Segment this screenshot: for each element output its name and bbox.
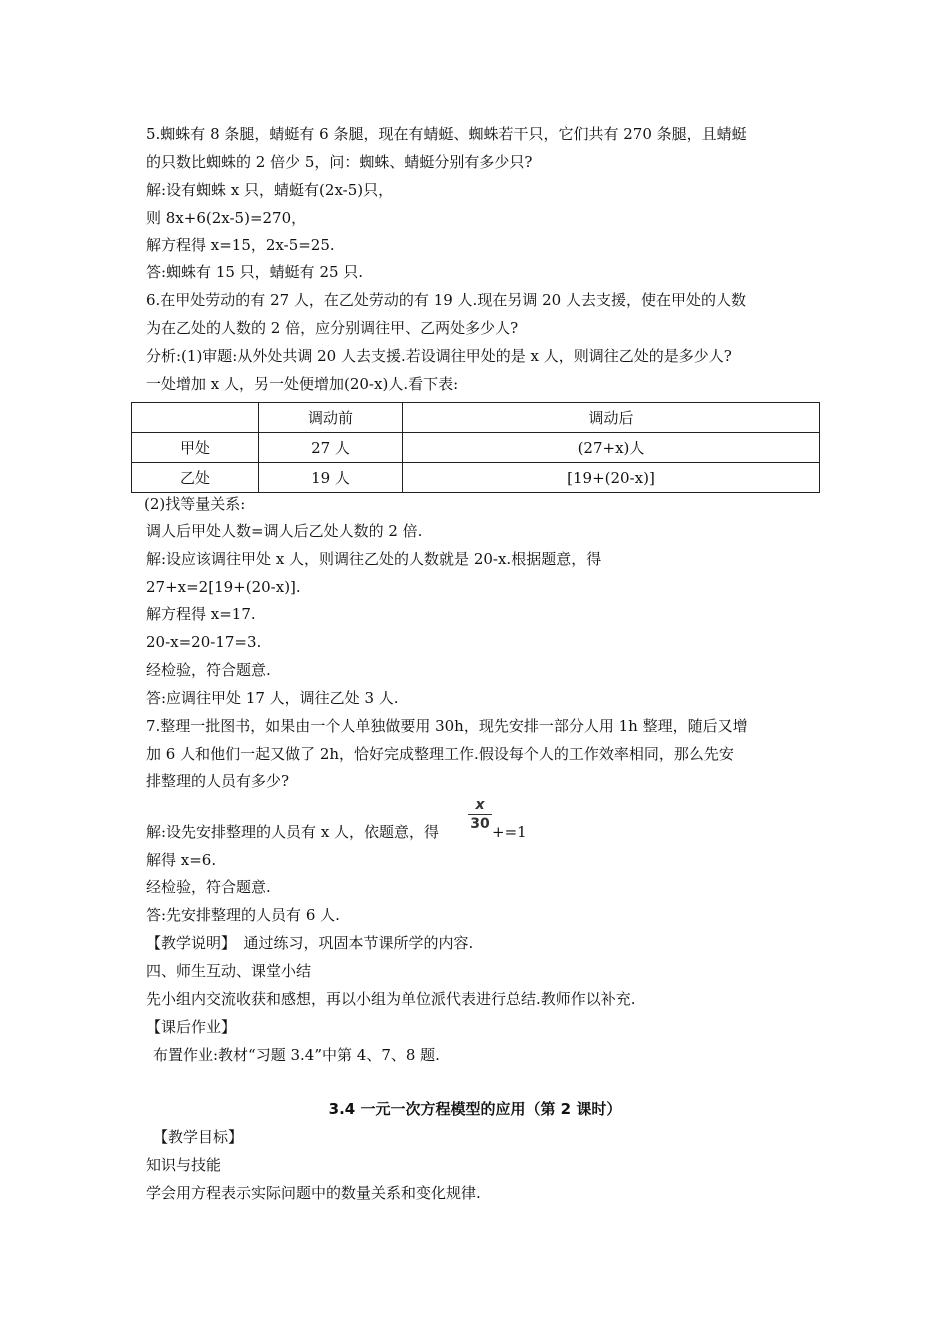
- analysis-6-step2: (2)找等量关系:: [144, 495, 246, 513]
- equality-relation: 调人后甲处人数=调人后乙处人数的 2 倍.: [146, 522, 423, 540]
- solution-7-line1: 解:设先安排整理的人员有 x 人，依题意，得: [146, 823, 440, 841]
- solution-6-line4: 20-x=20-17=3.: [146, 633, 262, 651]
- table-cell: 乙处: [132, 463, 259, 493]
- problem-7-text-line1: 7.整理一批图书，如果由一个人单独做要用 30h，现先安排一部分人用 1h 整理，随后又增: [146, 717, 748, 735]
- problem-6-text-line2: 为在乙处的人数的 2 倍，应分别调往甲、乙两处多少人?: [146, 319, 519, 337]
- table-cell: 19 人: [259, 463, 403, 493]
- solution-6-line3: 解方程得 x=17.: [146, 605, 256, 623]
- fraction-bar: [468, 814, 492, 815]
- solution-7-check: 经检验，符合题意.: [146, 878, 271, 896]
- teaching-note: 【教学说明】 通过练习，巩固本节课所学的内容.: [146, 934, 474, 952]
- problem-7-text-line2: 加 6 人和他们一起又做了 2h，恰好完成整理工作.假设每个人的工作效率相同，那么先安: [146, 745, 734, 763]
- table-row: [132, 433, 820, 463]
- table-header-cell: 调动后: [403, 403, 820, 433]
- table-row: [132, 463, 820, 493]
- lesson-title: 3.4 一元一次方程模型的应用（第 2 课时）: [328, 1100, 622, 1118]
- homework-text: 布置作业:教材“习题 3.4”中第 4、7、8 题.: [153, 1046, 440, 1064]
- problem-7-text-line3: 排整理的人员有多少?: [146, 772, 290, 790]
- solution-6-equation: 27+x=2[19+(20-x)].: [146, 578, 301, 596]
- knowledge-skills-text: 学会用方程表示实际问题中的数量关系和变化规律.: [146, 1184, 481, 1202]
- solution-5-line1: 解:设有蜘蛛 x 只，蜻蜓有(2x-5)只，: [146, 181, 394, 199]
- solution-5-line2: 则 8x+6(2x-5)=270，: [146, 209, 307, 227]
- table-cell: 甲处: [132, 433, 259, 463]
- table-header-cell: 调动前: [259, 403, 403, 433]
- analysis-6-line1: 分析:(1)审题:从外处共调 20 人去支援.若设调往甲处的是 x 人，则调往乙处的是多少人?: [146, 347, 732, 365]
- transfer-table: [131, 402, 820, 493]
- homework-heading: 【课后作业】: [146, 1018, 237, 1036]
- solution-5-line3: 解方程得 x=15，2x-5=25.: [146, 236, 335, 254]
- solution-7-line2: 解得 x=6.: [146, 851, 217, 869]
- solution-5-answer: 答:蜘蛛有 15 只，蜻蜓有 25 只.: [146, 263, 364, 281]
- table-header-row: [132, 403, 820, 433]
- problem-6-text-line1: 6.在甲处劳动的有 27 人，在乙处劳动的有 19 人.现在另调 20 人去支援，使在甲处的人数: [146, 291, 746, 309]
- solution-6-answer: 答:应调往甲处 17 人，调往乙处 3 人.: [146, 689, 399, 707]
- section-four-heading: 四、师生互动、课堂小结: [146, 962, 312, 980]
- summary-text: 先小组内交流收获和感想，再以小组为单位派代表进行总结.教师作以补充.: [146, 990, 636, 1008]
- fraction-x-over-30: [468, 797, 492, 832]
- solution-6-line1: 解:设应该调往甲处 x 人，则调往乙处的人数就是 20-x.根据题意，得: [146, 550, 602, 568]
- problem-5-text-line2: 的只数比蜘蛛的 2 倍少 5，问：蜘蛛、蜻蜓分别有多少只?: [146, 153, 533, 171]
- table-cell: 27 人: [259, 433, 403, 463]
- knowledge-skills-heading: 知识与技能: [146, 1156, 222, 1174]
- fraction-numerator: x: [475, 797, 485, 813]
- table-cell: (27+x)人: [403, 433, 820, 463]
- teaching-goals-heading: 【教学目标】: [153, 1128, 244, 1146]
- table-header-cell: [132, 403, 259, 433]
- solution-7-answer: 答:先安排整理的人员有 6 人.: [146, 906, 340, 924]
- solution-6-check: 经检验，符合题意.: [146, 661, 271, 679]
- fraction-denominator: 30: [470, 816, 490, 832]
- analysis-6-line2: 一处增加 x 人，另一处便增加(20-x)人.看下表:: [146, 375, 459, 393]
- problem-5-text-line1: 5.蜘蛛有 8 条腿，蜻蜓有 6 条腿，现在有蜻蜓、蜘蛛若干只，它们共有 270 条腿，且蜻蜓: [146, 125, 747, 143]
- table-cell: [19+(20-x)]: [403, 463, 820, 493]
- solution-7-equation-tail: +=1: [492, 823, 527, 841]
